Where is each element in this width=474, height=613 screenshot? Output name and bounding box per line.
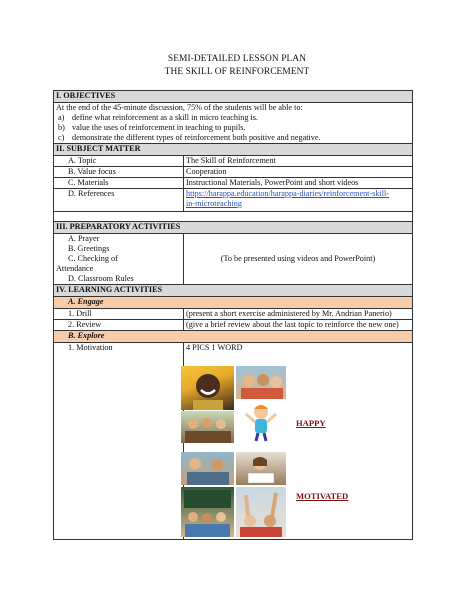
subject-matter-heading: II. SUBJECT MATTER [54,144,413,156]
raised-hands-icon [236,487,286,537]
prep-item: B. Greetings [68,244,110,253]
game-title: 4 PICS 1 WORD [186,343,243,352]
reading-icon [236,452,286,485]
picture-children-smiling [236,366,286,399]
review-label: 2. Review [54,320,184,331]
picture-raised-hands [236,487,286,537]
topic-value: The Skill of Reinforcement [184,156,413,167]
preparatory-heading: III. PREPARATORY ACTIVITIES [54,222,413,234]
smiling-boy-icon [181,366,234,410]
drill-label: 1. Drill [54,309,184,320]
drill-value: (present a short exercise administered by Mr. Andrian Panerio) [184,309,413,320]
answer-happy: HAPPY [296,418,326,428]
prep-item: Attendance [56,264,94,273]
motivation-label: 1. Motivation [54,343,184,540]
picture-chalkboard-class [181,487,234,537]
objective-item: c) demonstrate the different types of reinforcement both positive and negative. [58,133,321,142]
teacher-icon [181,452,234,485]
prep-item: A. Prayer [68,234,100,243]
objective-item: b) value the uses of reinforcement in teaching to pupils. [58,123,246,132]
objectives-intro: At the end of the 45-minute discussion, 75% of the students will be able to: [56,103,303,112]
prep-item: C. Checking of [68,254,118,263]
chalkboard-icon [181,487,234,537]
objectives-heading: I. OBJECTIVES [54,91,413,103]
objective-item: a) define what reinforcement as a skill in micro teaching is. [58,113,258,122]
references-label: D. References [54,189,184,212]
value-focus-label: B. Value focus [54,167,184,178]
classroom-icon [181,411,234,443]
references-value [184,189,413,212]
prep-item: D. Classroom Rules [68,274,134,283]
materials-label: C. Materials [54,178,184,189]
lesson-plan-subtitle: THE SKILL OF REINFORCEMENT [164,67,310,77]
picture-student-reading [236,452,286,485]
preparatory-note: (To be presented using videos and PowerPoint) [184,234,413,285]
engage-heading: A. Engage [54,297,413,309]
preparatory-list [54,234,184,285]
children-icon [236,366,286,399]
value-focus-value: Cooperation [184,167,413,178]
picture-classroom [181,411,234,443]
objectives-body [54,103,413,144]
review-value: (give a brief review about the last topic to reinforce the new one) [184,320,413,331]
materials-value: Instructional Materials, PowerPoint and short videos [184,178,413,189]
spacer-row [54,212,413,222]
answer-motivated: MOTIVATED [296,491,349,501]
picture-teacher-students [181,452,234,485]
picture-cartoon-kid [236,400,286,443]
reference-link[interactable]: https://harappa.education/harappa-diaries/reinforcement-skill- in-microteaching [186,189,390,208]
topic-label: A. Topic [54,156,184,167]
cartoon-kid-icon [236,400,286,443]
learning-heading: IV. LEARNING ACTIVITIES [54,285,413,297]
picture-smiling-boy [181,366,234,410]
explore-heading: B. Explore [54,331,413,343]
lesson-plan-title: SEMI-DETAILED LESSON PLAN [167,54,307,64]
